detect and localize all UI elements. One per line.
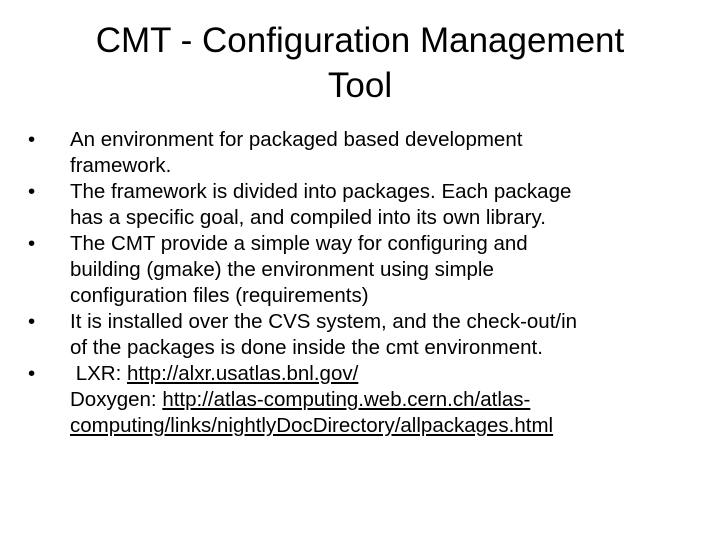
bullet-text: configuration files (requirements) [70,284,369,307]
bullet-text: framework. [70,154,172,177]
bullet-dot: • [28,180,36,203]
doxygen-label: Doxygen: [70,388,163,411]
lxr-label: LXR: [75,362,127,385]
bullet-text: The CMT provide a simple way for configuring and [70,232,528,255]
bullet-text: building (gmake) the environment using simple [70,258,494,281]
bullet-list [28,127,708,439]
bullet-dot: • [28,362,36,385]
bullet-item-cvs [28,309,708,361]
doxygen-link[interactable]: http://atlas-computing.web.cern.ch/atlas- [162,388,531,411]
slide-title [40,18,680,108]
doxygen-line [70,387,708,413]
lxr-link[interactable]: http://alxr.usatlas.bnl.gov/ [126,362,359,385]
slide-title-line-1: CMT - Configuration Management [95,21,625,60]
bullet-text: It is installed over the CVS system, and the check-out/in [70,310,578,333]
bullet-text: has a specific goal, and compiled into its own library. [70,206,546,229]
bullet-text: of the packages is done inside the cmt environment. [70,336,543,359]
bullet-item-links [28,361,708,439]
bullet-item-configuring [28,231,708,309]
slide-title-line-2: Tool [327,66,393,105]
bullet-dot: • [28,232,36,255]
lxr-line [70,361,708,387]
bullet-item-packages [28,179,708,231]
bullet-dot: • [28,128,36,151]
bullet-text: The framework is divided into packages. Each package [70,180,572,203]
bullet-dot: • [28,310,36,333]
bullet-text: An environment for packaged based development [70,128,523,151]
bullet-item-environment [28,127,708,179]
doxygen-link-continued[interactable]: computing/links/nightlyDocDirectory/allpackages.html [70,414,554,437]
doxygen-line-continued [70,413,708,439]
